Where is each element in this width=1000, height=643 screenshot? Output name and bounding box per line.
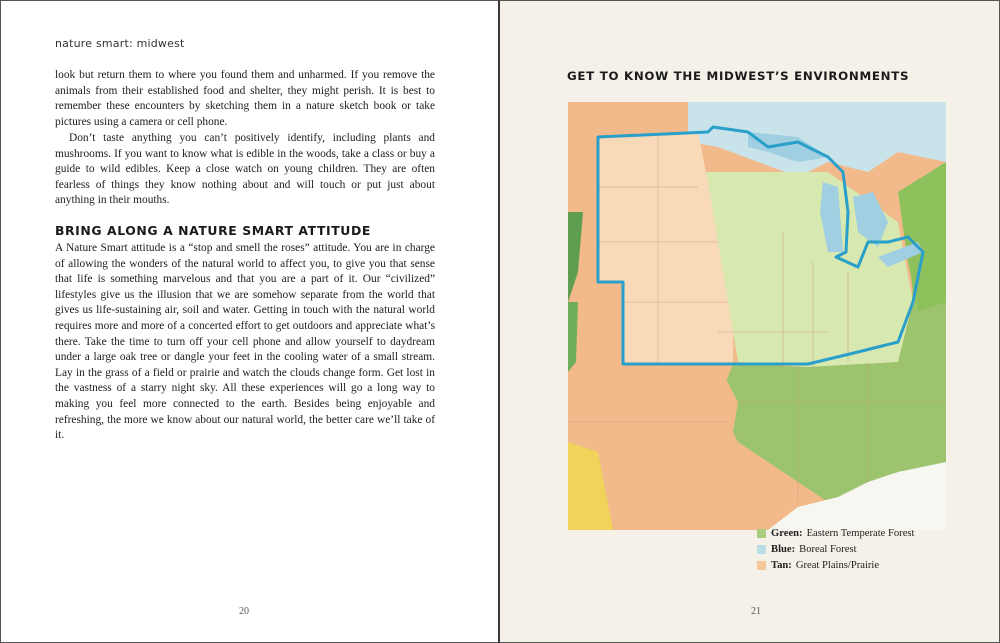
paragraph: look but return them to where you found them and unharmed. If you remove the animals from their established food and shelter, they might perish. It is best to remember these encounters by sketching them in a nature sketch book or take pictures using a camera or cell phone. [55,69,435,128]
right-page [500,0,1000,643]
map-legend [757,525,914,573]
legend-key: Green: [771,527,803,539]
left-page [0,0,499,643]
section-heading: BRING ALONG A NATURE SMART ATTITUDE [55,223,371,238]
running-head: nature smart: midwest [55,37,185,50]
page-number: 21 [751,606,761,617]
legend-swatch-blue [757,545,766,554]
legend-item-tan [757,557,914,573]
page-number: 20 [239,606,249,617]
paragraph: A Nature Smart attitude is a “stop and smell the roses” attitude. You are in charge of allowing the wonders of the natural world to affect you, to give you that sense that life is something marvelous and that you are a part of it. Our “civilized” lifestyles give us the illusion that we are somehow separate from the world that gives us life-sustaining air, soil and water. Getting in touch with the natural world requires more and more of a concerted effort to get outdoors and appreciate what’s there. Take the time to turn off your cell phone and allow yourself to daydream under a large oak tree or dangle your feet in the cooling water of a small stream. Lay in the grass of a field or prairie and watch the clouds change form. Get lost in the vastness of a starry night sky. All these experiences will go a long way to making you feel more connected to the earth. Besides being enjoyable and refreshing, the more we know about our natural world, the better care we’ll take of it. [55,242,435,442]
legend-key: Tan: [771,559,792,571]
legend-label: Great Plains/Prairie [795,559,880,571]
midwest-map [568,102,946,530]
legend-label: Eastern Temperate Forest [806,527,915,539]
legend-swatch-tan [757,561,766,570]
map-title: GET TO KNOW THE MIDWEST’S ENVIRONMENTS [567,69,910,83]
legend-label: Boreal Forest [799,543,857,555]
legend-item-blue [757,541,914,557]
legend-key: Blue: [771,543,796,555]
paragraph: Don’t taste anything you can’t positively identify, including plants and mushrooms. If you want to know what is edible in the woods, take a class or buy a guide to wild edibles. Keep a close watch on young children. They are often fearless of things they know nothing about and will touch or put just about anything in their mouths. [55,132,435,207]
legend-swatch-green [757,529,766,538]
legend-item-green [757,525,914,541]
